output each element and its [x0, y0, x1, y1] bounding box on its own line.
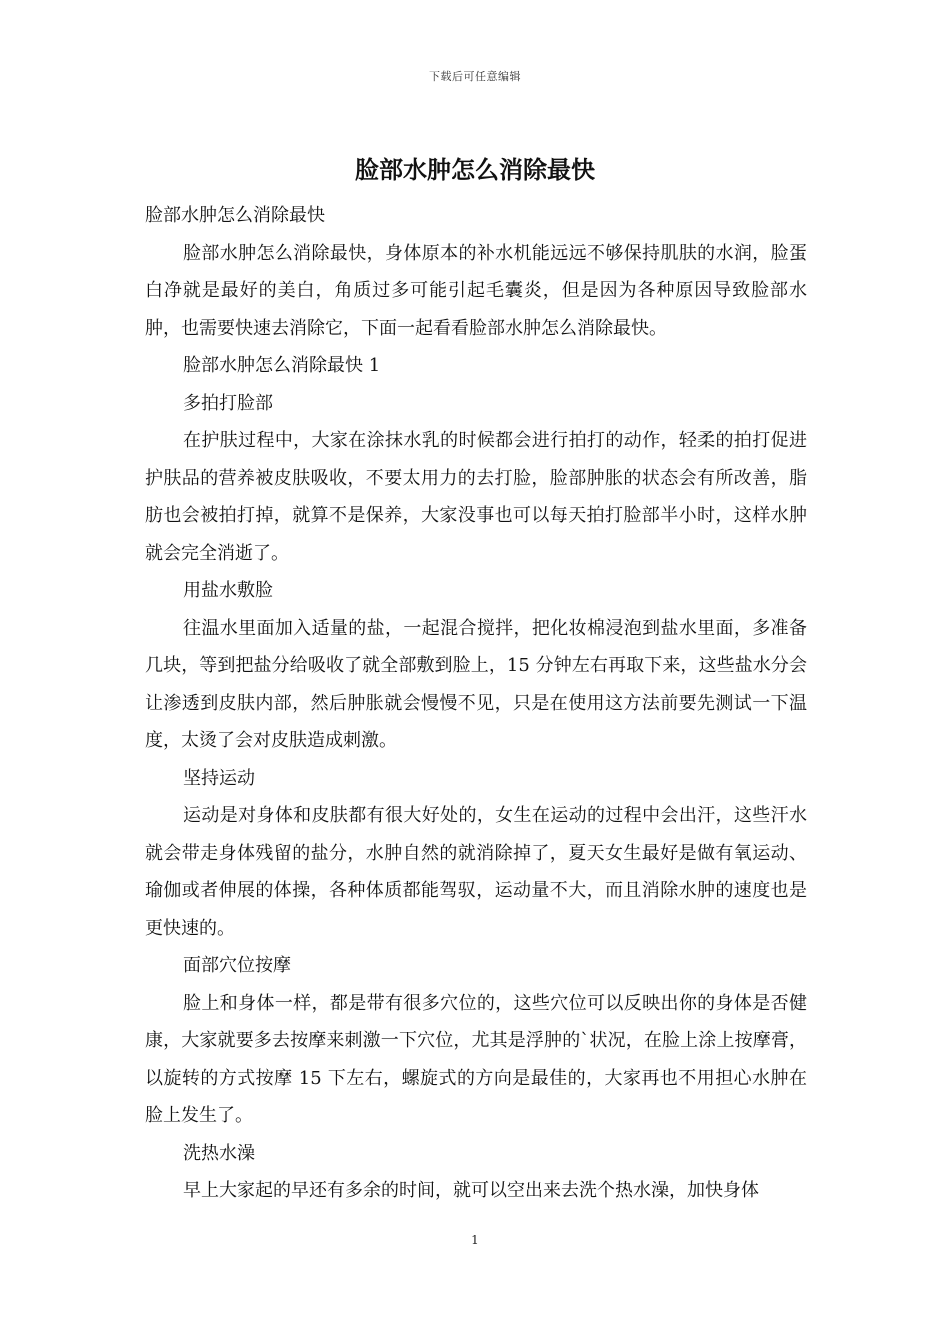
- method-heading-hot-bath: 洗热水澡: [183, 1142, 255, 1164]
- method-heading-salt-water: 用盐水敷脸: [183, 580, 273, 601]
- section-heading: 脸部水肿怎么消除最快 1: [183, 355, 381, 376]
- method-paragraph-exercise: 运动是对身体和皮肤都有很大好处的，女生在运动的过程中会出汗，这些汗水就会带走身体残留的盐分，水肿自然的就消除掉了，夏天女生最好是做有氧运动、瑜伽或者伸展的体操，各种体质都能驾驭，运动量不大，而且消除水肿的速度也是更快速的。: [145, 805, 807, 939]
- method-heading-exercise: 坚持运动: [183, 767, 255, 789]
- method-heading-pat-face: 多拍打脸部: [183, 392, 273, 414]
- method-heading-acupoint-massage: 面部穴位按摩: [183, 955, 291, 976]
- method-paragraph-pat-face: 在护肤过程中，大家在涂抹水乳的时候都会进行拍打的动作，轻柔的拍打促进护肤品的营养被皮肤吸收，不要太用力的去打脸，脸部肿胀的状态会有所改善，脂肪也会被拍打掉，就算不是保养，大家没事也可以每天拍打脸部半小时，这样水肿就会完全消逝了。: [145, 430, 807, 564]
- intro-paragraph: 脸部水肿怎么消除最快，身体原本的补水机能远远不够保持肌肤的水润，脸蛋白净就是最好的美白，角质过多可能引起毛囊炎，但是因为各种原因导致脸部水肿，也需要快速去消除它，下面一起看看脸部水肿怎么消除最快。: [145, 242, 807, 339]
- method-paragraph-salt-water: 往温水里面加入适量的盐，一起混合搅拌，把化妆棉浸泡到盐水里面，多准备几块，等到把盐分给吸收了就全部敷到脸上，15 分钟左右再取下来，这些盐水分会让渗透到皮肤内部，然后肿胀就会慢慢不见，只是在使用这方法前要先测试一下温度，太烫了会对皮肤造成刺激。: [145, 617, 807, 751]
- page-number: 1: [471, 1233, 479, 1247]
- method-paragraph-hot-bath: 早上大家起的早还有多余的时间，就可以空出来去洗个热水澡，加快身体: [183, 1180, 759, 1201]
- method-paragraph-acupoint-massage: 脸上和身体一样，都是带有很多穴位的，这些穴位可以反映出你的身体是否健康，大家就要多去按摩来刺激一下穴位，尤其是浮肿的`状况，在脸上涂上按摩膏，以旋转的方式按摩 15 下左右，螺旋式的方向是最佳的，大家再也不用担心水肿在脸上发生了。: [145, 992, 807, 1126]
- document-body: [145, 197, 807, 1210]
- document-title: 脸部水肿怎么消除最快: [355, 155, 595, 184]
- subtitle-line: 脸部水肿怎么消除最快: [145, 205, 325, 226]
- page-header-note: 下载后可任意编辑: [429, 70, 521, 83]
